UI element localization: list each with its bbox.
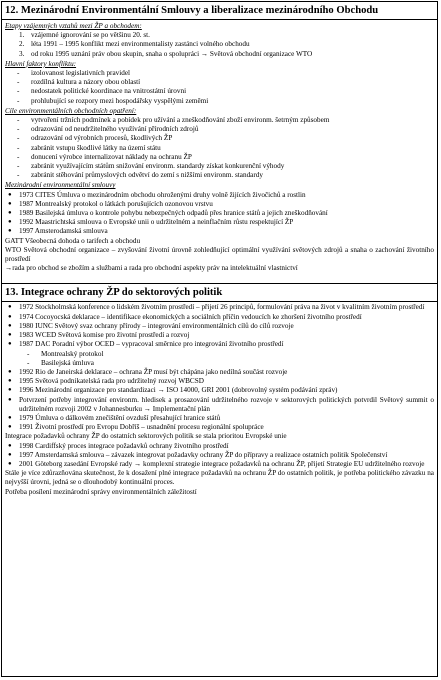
list-item-text: zabránit stěhování průmyslových odvětví do zemí s nižšími environm. standardy	[31, 171, 263, 180]
treaties-list	[5, 191, 434, 237]
bullet-icon: ●	[8, 332, 12, 339]
dash-marker: -	[17, 125, 20, 134]
list-item-text: 1987 Montrealský protokol o látkách porušujících ozonovou vrstvu	[19, 199, 213, 208]
list-item-text: 1979 Úmluva o dálkovém znečištění ovzduší přesahující hranice států	[19, 413, 221, 422]
list-item	[5, 460, 434, 469]
list-item	[5, 386, 434, 395]
list-item	[5, 69, 434, 78]
wto-line: WTO Světová obchodní organizace – zvyšování životní úrovně zohledňující optimální využívání světových zdrojů a snaha o zachování životního prostředí	[5, 245, 434, 264]
bullet-icon: ●	[8, 378, 12, 385]
document-page	[1, 1, 438, 677]
bullet-icon: ●	[8, 424, 12, 431]
list-item-text: Montrealský protokol	[41, 349, 104, 358]
list-item	[5, 218, 434, 227]
list-item-text: zabránit využívajícím státům snižování environm. standardy získat konkurenční výhody	[31, 162, 285, 171]
list-item	[5, 377, 434, 386]
list-item	[5, 423, 434, 432]
list-item	[5, 144, 434, 153]
bullet-icon: ●	[8, 304, 12, 311]
list-item	[5, 451, 434, 460]
gatt-paragraph	[5, 237, 434, 274]
section-13-title: 13. Integrace ochrany ŽP do sektorových politik	[2, 283, 437, 302]
closing-paragraph: Stále je více zdůrazňována skutečnost, že k dosažení plné integrace požadavků na ochranu ŽP do ostatních politik, je potřeba politického závazku na nejvyšší úrovni, jedná se o dlouhodobý kontinuální proces.	[5, 469, 434, 487]
list-item-text: léta 1991 – 1995 konflikt mezi environmentalisty zastánci volného obchodu	[31, 40, 250, 49]
dash-marker: -	[17, 152, 20, 161]
councils-line: →rada pro obchod se zbožím a službami a rada pro obchodní aspekty práv na intelektuální vlastnictví	[5, 264, 298, 273]
list-item-text: 1973 CITES Úmluva o mezinárodním obchodu ohroženými druhy volně žijících živočichů a rostlin	[19, 190, 306, 199]
section-12-title: 12. Mezinárodní Environmentální Smlouvy a liberalizace mezinárodního Obchodu	[2, 2, 437, 20]
list-item-text: vytvoření tržních podmínek a pobídek pro užívání a zneškodňování zboží environm. šetrným způsobem	[31, 116, 330, 125]
dash-marker: -	[17, 96, 20, 105]
section-13-body	[2, 302, 437, 496]
bullet-icon: ●	[8, 219, 12, 226]
dash-marker: -	[17, 134, 20, 143]
list-item-text: 1974 Cocoyocská deklarace – identifikace ekonomických a sociálních příčin vedoucích ke zhoršení životního prostředí	[19, 312, 362, 321]
list-item-text: nedostatek politické koordinace na vnitrostátní úrovni	[31, 87, 187, 96]
list-item	[5, 313, 434, 322]
eu-integration-list	[5, 442, 434, 470]
list-item-text: 1983 WCED Světová komise pro životní prostředí a rozvoj	[19, 331, 190, 340]
list-item	[5, 50, 434, 59]
list-item	[5, 97, 434, 106]
list-item	[5, 368, 434, 377]
list-item-text: 1987 DAC Poradní výbor OCED – vypracoval směrnice pro integrování životního prostředí	[19, 340, 284, 349]
list-item	[5, 359, 434, 368]
dash-marker: -	[17, 87, 20, 96]
list-item-text: rozdílná kultura a názory obou oblastí	[31, 78, 141, 87]
conflict-factors-list	[5, 69, 434, 106]
conflict-heading: Hlavní faktory konfliktu:	[5, 59, 77, 68]
section-12-body	[2, 20, 437, 273]
stages-heading: Etapy vzájemných vztahů mezi ŽP a obchodem:	[5, 22, 142, 30]
stages-list	[5, 31, 434, 59]
list-item-text: prohlubující se rozpory mezi hospodářsky vyspělými zeměmi	[31, 96, 209, 105]
list-item-text: zabránit vstupu škodlivé látky na území státu	[31, 143, 161, 152]
dash-marker: -	[27, 358, 30, 367]
list-item	[5, 134, 434, 143]
dash-marker: -	[27, 349, 30, 358]
list-item-text: 1992 Rio de Janeirská deklarace – ochrana ŽP musí být chápána jako nedílná součást rozvoje	[19, 367, 288, 376]
list-item-text: 2001 Göteborg zasedání Evropské rady → komplexní strategie integrace požadavků na ochranu ŽP, přijetí Strategie EU udržitelného rozvoje	[19, 459, 425, 468]
integrace-line: Integrace požadavků ochrany ŽP do ostatních sektorových politik se stala prioritou Evropské unie	[5, 432, 287, 441]
list-item-text: 1972 Stockholmská konference o lidském životním prostředí – přijetí 26 principů, formulování práva na život v kvalitním životním prostředí	[19, 303, 425, 312]
bullet-icon: ●	[8, 442, 12, 449]
list-item	[5, 414, 434, 423]
bullet-icon: ●	[8, 460, 12, 467]
list-item	[5, 396, 434, 414]
list-number: 1.	[19, 31, 25, 40]
list-item-text: 1995 Světová podnikatelská rada pro udržitelný rozvoj WBCSD	[19, 377, 204, 386]
dash-marker: -	[17, 78, 20, 87]
dash-marker: -	[17, 143, 20, 152]
bullet-icon: ●	[8, 200, 12, 207]
list-item-text: 1992 Maastrichtská smlouva o Evropské unii o udržitelném a neinflačním růstu respektující ŽP	[19, 218, 294, 227]
list-item	[5, 331, 434, 340]
bullet-icon: ●	[8, 396, 12, 403]
list-item-text: Basilejská úmluva	[41, 358, 94, 367]
list-item-text: od roku 1995 uznání práv obou skupin, snaha o spolupráci → Světová obchodní organizace WTO	[31, 49, 313, 58]
list-item	[5, 200, 434, 209]
list-item	[5, 87, 434, 96]
dash-marker: -	[17, 116, 20, 125]
list-item	[5, 227, 434, 236]
list-item	[5, 153, 434, 162]
list-item-text: 1996 Mezinárodní organizace pro standardizaci → ISO 14000, GRI 2001 (dobrovolný systém podávání zpráv)	[19, 386, 338, 395]
list-item	[5, 162, 434, 171]
integration-list-2	[5, 368, 434, 432]
list-item-text: 1998 Cardiffský proces integrace požadavků ochrany životního prostředí	[19, 441, 229, 450]
dac-subitems-list	[5, 350, 434, 368]
list-item-text: 1989 Basilejská úmluva o kontrole pohybu nebezpečných odpadů přes hranice států a jejich zneškodňování	[19, 209, 328, 218]
dash-marker: -	[17, 171, 20, 180]
list-number: 3.	[19, 49, 25, 58]
bullet-icon: ●	[8, 210, 12, 217]
list-item	[5, 31, 434, 40]
list-item	[5, 40, 434, 49]
list-item-text: odrazování od neudržitelného využívání přírodních zdrojů	[31, 125, 199, 134]
goals-heading: Cíle environmentálních obchodních opatření:	[5, 106, 137, 115]
list-item-text: vzájemné ignorování se po většinu 20. st.	[31, 31, 150, 40]
bullet-icon: ●	[8, 368, 12, 375]
list-item	[5, 191, 434, 200]
list-item-text: Potvrzení potřeby integrování environm. hledisek a prosazování udržitelného rozvoje v sektorových politických potvrdil Světový summit o udržitelném rozvoji 2002 v Johannesburku → Implementační plán	[19, 395, 434, 413]
bullet-icon: ●	[8, 191, 12, 198]
dash-marker: -	[17, 162, 20, 171]
bullet-icon: ●	[8, 387, 12, 394]
list-item	[5, 442, 434, 451]
list-item	[5, 350, 434, 359]
list-item-text: izolovanost legislativních pravidel	[31, 69, 131, 78]
bullet-icon: ●	[8, 414, 12, 421]
list-item-text: 1980 IUNC Světový svaz ochrany přírody – integrování environmentálních cílů do cílů rozvoje	[19, 321, 294, 330]
goals-list	[5, 116, 434, 180]
bullet-icon: ●	[8, 313, 12, 320]
list-item	[5, 171, 434, 180]
bullet-icon: ●	[8, 322, 12, 329]
gatt-line: GATT Všeobecná dohoda o tarifech a obchodu	[5, 236, 141, 245]
list-item	[5, 303, 434, 312]
list-item	[5, 78, 434, 87]
list-item-text: donucení výrobce internalizovat náklady na ochranu ŽP	[31, 152, 192, 161]
list-item	[5, 209, 434, 218]
integration-list	[5, 303, 434, 349]
list-item-text: 1997 Amsterdamská smlouva – závazek integrovat požadavky ochrany ŽP do přípravy a realizace ostatních politik Společenství	[19, 450, 388, 459]
treaties-heading: Mezinárodní environmentální smlouvy	[5, 181, 116, 190]
bullet-icon: ●	[8, 451, 12, 458]
list-item	[5, 116, 434, 125]
bullet-icon: ●	[8, 228, 12, 235]
list-item-text: 1991 Životní prostředí pro Evropu Dobříš – usnadnění procesu regionální spolupráce	[19, 423, 264, 432]
closing-line: Potřeba posílení mezinárodní správy environmentálních záležitostí	[5, 487, 197, 496]
dash-marker: -	[17, 69, 20, 78]
list-item	[5, 340, 434, 349]
list-item	[5, 322, 434, 331]
list-item-text: 1997 Amsterodamská smlouva	[19, 227, 108, 236]
list-number: 2.	[19, 40, 25, 49]
bullet-icon: ●	[8, 341, 12, 348]
list-item-text: odrazování od výrobních procesů, škodlivých ŽP	[31, 134, 173, 143]
